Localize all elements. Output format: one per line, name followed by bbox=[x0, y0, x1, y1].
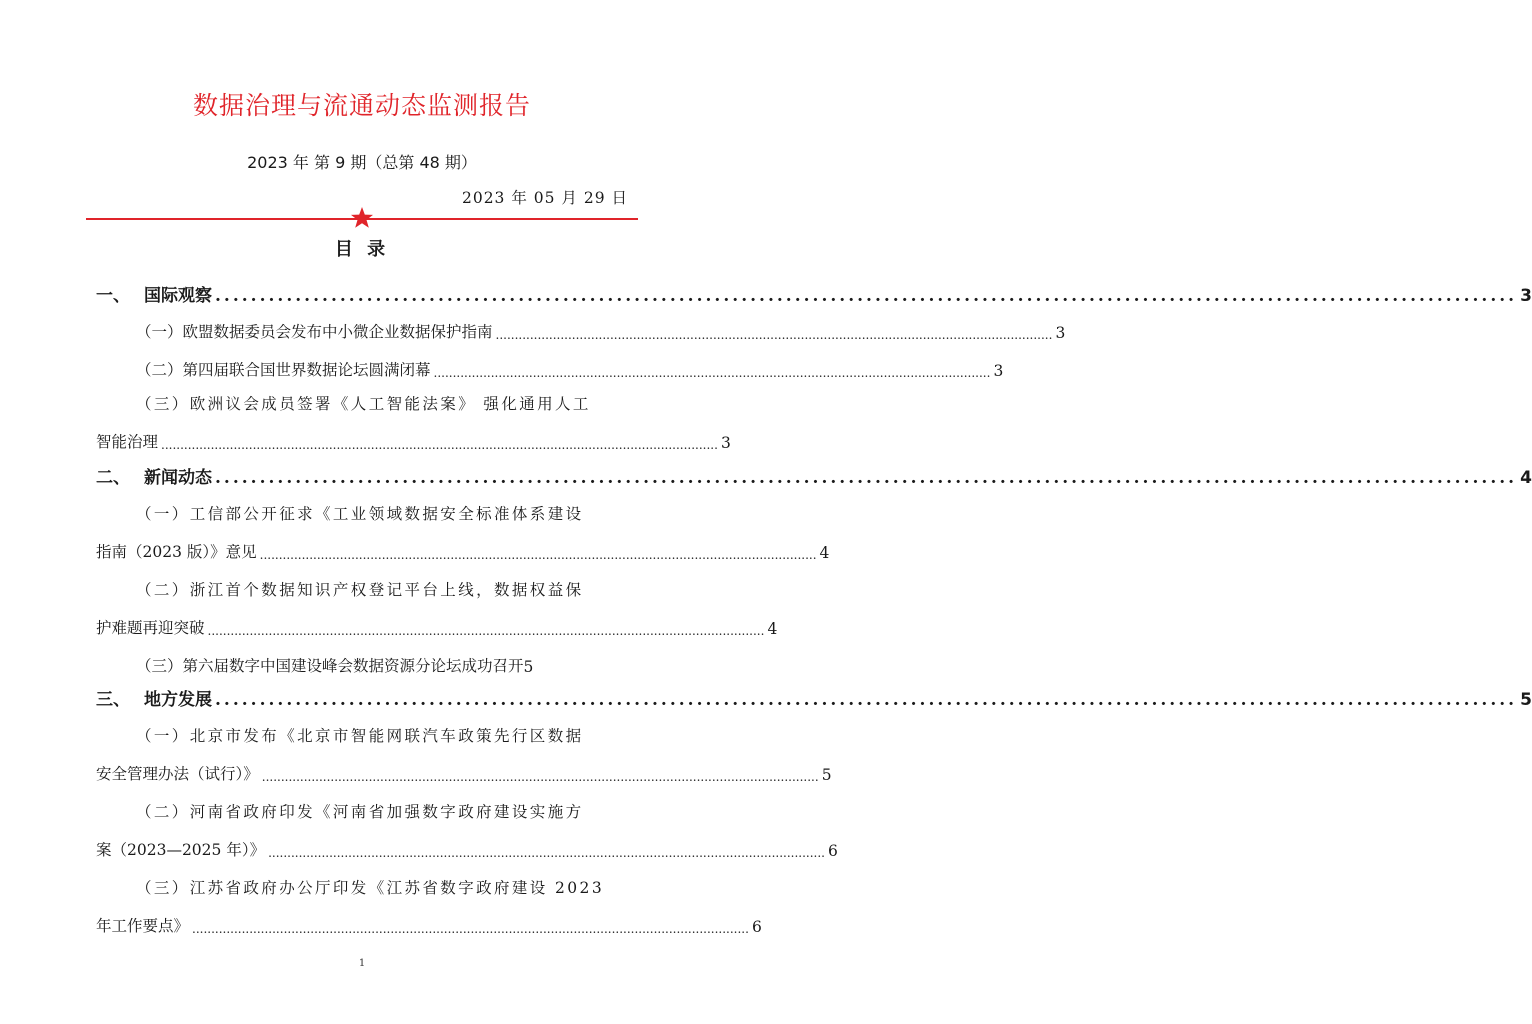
toc-item[interactable] bbox=[96, 902, 762, 936]
toc-item-line[interactable]: （三）欧洲议会成员签署《人工智能法案》 强化通用人工 bbox=[136, 395, 591, 413]
toc-item[interactable] bbox=[136, 346, 1004, 380]
report-title: 数据治理与流通动态监测报告 bbox=[192, 91, 531, 120]
toc-item-page: 4 bbox=[819, 544, 830, 562]
toc-title: 目 录 bbox=[334, 239, 390, 260]
toc-item-page: 5 bbox=[523, 658, 534, 676]
toc-item[interactable] bbox=[96, 750, 832, 784]
toc-item-page: 3 bbox=[720, 434, 731, 452]
section-label: 国际观察 bbox=[144, 286, 212, 306]
toc-item-label: 指南（2023 版）》意见 bbox=[96, 543, 257, 561]
dot-leader: .................................................................................................................................................. bbox=[261, 770, 819, 784]
star-icon bbox=[350, 206, 374, 230]
toc-item-label: 年工作要点》 bbox=[96, 917, 190, 935]
toc-item-page: 3 bbox=[1055, 324, 1066, 342]
page-number: 1 bbox=[358, 958, 366, 969]
toc-item-page: 3 bbox=[993, 362, 1004, 380]
toc-item-line[interactable]: （二）河南省政府印发《河南省加强数字政府建设实施方 bbox=[136, 803, 584, 821]
toc-item-page: 4 bbox=[767, 620, 778, 638]
toc-item-label: （一）欧盟数据委员会发布中小微企业数据保护指南 bbox=[136, 323, 493, 341]
toc-item-page: 5 bbox=[821, 766, 832, 784]
dot-leader: .................................................................................................................................................. bbox=[215, 286, 1518, 306]
toc-item-label: 智能治理 bbox=[96, 433, 159, 451]
dot-leader: .................................................................................................................................................. bbox=[215, 468, 1518, 488]
section-number: 二、 bbox=[96, 468, 130, 488]
toc-item-line[interactable]: （一）北京市发布《北京市智能网联汽车政策先行区数据 bbox=[136, 727, 584, 745]
dot-leader: .................................................................................................................................................. bbox=[495, 328, 1053, 342]
section-page: 3 bbox=[1520, 286, 1532, 306]
section-page: 5 bbox=[1520, 690, 1532, 710]
toc-item[interactable] bbox=[96, 826, 838, 860]
toc-item[interactable] bbox=[96, 528, 830, 562]
toc-item-label: 护难题再迎突破 bbox=[96, 619, 205, 637]
dot-leader: .................................................................................................................................................. bbox=[161, 438, 718, 452]
section-number: 一、 bbox=[96, 286, 130, 306]
toc-section-local[interactable] bbox=[96, 676, 1532, 710]
dot-leader: .................................................................................................................................................. bbox=[192, 922, 749, 936]
section-number: 三、 bbox=[96, 690, 130, 710]
issue-date: 2023 年 05 月 29 日 bbox=[461, 189, 628, 207]
toc-item[interactable] bbox=[96, 604, 778, 638]
toc-item-line[interactable]: （二）浙江首个数据知识产权登记平台上线，数据权益保 bbox=[136, 581, 584, 599]
section-page: 4 bbox=[1520, 468, 1532, 488]
toc-item[interactable] bbox=[96, 418, 731, 452]
dot-leader: .................................................................................................................................................. bbox=[259, 548, 817, 562]
toc-item-label: 案（2023—2025 年）》 bbox=[96, 841, 266, 859]
toc-item-label: （二）第四届联合国世界数据论坛圆满闭幕 bbox=[136, 361, 431, 379]
dot-leader: .................................................................................................................................................. bbox=[215, 690, 1518, 710]
toc-item[interactable] bbox=[136, 308, 1066, 342]
toc-item-line[interactable]: （一）工信部公开征求《工业领域数据安全标准体系建设 bbox=[136, 505, 584, 523]
toc-item-label: （三）第六届数字中国建设峰会数据资源分论坛成功召开 bbox=[136, 657, 524, 675]
dot-leader: .................................................................................................................................................. bbox=[207, 624, 765, 638]
toc-item-label: 安全管理办法（试行）》 bbox=[96, 765, 259, 783]
toc-item-page: 6 bbox=[751, 918, 762, 936]
toc-item[interactable] bbox=[136, 642, 630, 676]
toc-section-news[interactable] bbox=[96, 454, 1532, 488]
toc-item-line[interactable]: （三）江苏省政府办公厅印发《江苏省数字政府建设 2023 bbox=[136, 879, 605, 897]
section-label: 新闻动态 bbox=[144, 468, 212, 488]
issue-number: 2023 年 第 9 期（总第 48 期） bbox=[247, 153, 477, 172]
section-label: 地方发展 bbox=[144, 690, 212, 710]
toc-section-international[interactable] bbox=[96, 272, 1532, 306]
dot-leader: .................................................................................................................................................. bbox=[433, 366, 991, 380]
toc-item-page: 6 bbox=[828, 842, 838, 860]
dot-leader: .................................................................................................................................................. bbox=[268, 846, 825, 860]
